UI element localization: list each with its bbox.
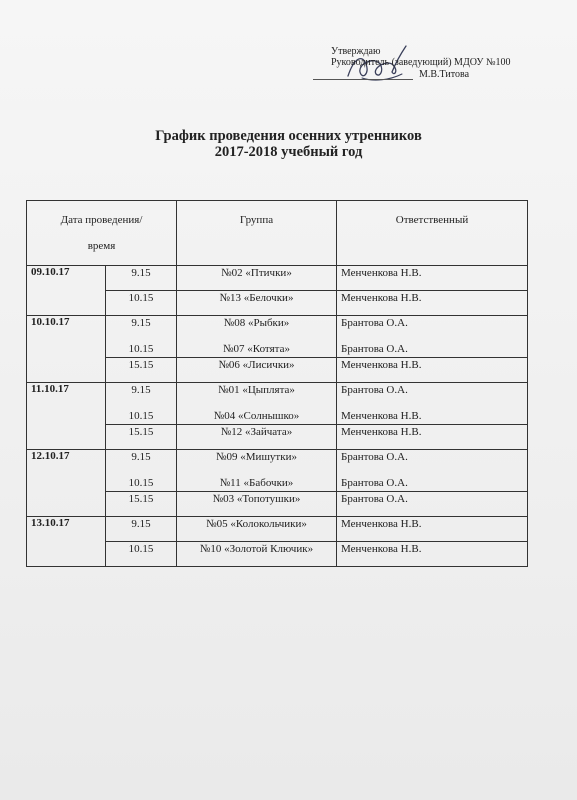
- cell-group: [177, 492, 337, 517]
- cell-time: [106, 316, 177, 358]
- cell-time: [106, 291, 177, 316]
- cell-responsible-text: Менченкова Н.В.: [341, 292, 422, 304]
- cell-responsible-text: Менченкова Н.В.: [341, 267, 422, 279]
- signature-line: [313, 79, 413, 80]
- cell-group-text: №10 «Золотой Ключик»: [199, 543, 314, 555]
- cell-group: [177, 450, 337, 492]
- header-date-line2: время: [87, 240, 116, 252]
- cell-time-text-2: 10.15: [128, 477, 154, 489]
- cell-time-text: 9.15: [131, 451, 151, 463]
- cell-responsible-text-2: Менченкова Н.В.: [341, 410, 422, 422]
- cell-time: [106, 358, 177, 383]
- header-responsible: Ответственный: [337, 201, 528, 266]
- cell-group-text-2: №07 «Котята»: [223, 343, 290, 355]
- approval-position: Руководитель (заведующий) МДОУ №100: [331, 57, 511, 68]
- cell-time-text: 9.15: [131, 384, 151, 396]
- cell-time-text-2: 10.15: [128, 410, 154, 422]
- cell-responsible: [337, 358, 528, 383]
- cell-responsible-text: Менченкова Н.В.: [341, 518, 422, 530]
- cell-responsible-text: Менченкова Н.В.: [341, 359, 422, 371]
- cell-date: 09.10.17: [27, 266, 106, 316]
- table-row: [27, 517, 528, 542]
- cell-group: [177, 517, 337, 542]
- cell-group-text: №02 «Птички»: [221, 267, 292, 279]
- cell-group-text: №06 «Лисички»: [218, 359, 295, 371]
- cell-responsible-text: Брантова О.А.: [341, 493, 408, 505]
- cell-time-text: 15.15: [128, 359, 154, 371]
- approval-block: [331, 46, 561, 81]
- cell-group-text: №05 «Колокольчики»: [206, 518, 307, 530]
- cell-responsible-text: Брантова О.А.: [341, 317, 408, 329]
- cell-time-text: 9.15: [131, 267, 151, 279]
- cell-responsible: [337, 291, 528, 316]
- cell-date: 10.10.17: [27, 316, 106, 383]
- cell-responsible-text-2: Брантова О.А.: [341, 477, 408, 489]
- cell-time: [106, 450, 177, 492]
- cell-time-text: 9.15: [131, 317, 151, 329]
- cell-responsible-text-2: Брантова О.А.: [341, 343, 408, 355]
- cell-group-text: №08 «Рыбки»: [223, 317, 290, 329]
- cell-responsible-text: Брантова О.А.: [341, 384, 408, 396]
- cell-group-text: №01 «Цыплята»: [218, 384, 295, 396]
- cell-time-text: 15.15: [128, 493, 154, 505]
- document-title: [0, 128, 577, 160]
- cell-responsible: [337, 383, 528, 425]
- header-group: Группа: [177, 201, 337, 266]
- schedule-table: [26, 200, 528, 567]
- cell-responsible: [337, 517, 528, 542]
- cell-time: [106, 383, 177, 425]
- cell-responsible: [337, 425, 528, 450]
- cell-responsible-text: Брантова О.А.: [341, 451, 408, 463]
- cell-responsible-text: Менченкова Н.В.: [341, 543, 422, 555]
- header-date-time: [27, 201, 177, 266]
- cell-group: [177, 383, 337, 425]
- table-row: [27, 383, 528, 425]
- cell-group: [177, 291, 337, 316]
- cell-time-text: 10.15: [128, 543, 154, 555]
- cell-time-text: 10.15: [128, 292, 154, 304]
- schedule-body: [27, 266, 528, 567]
- cell-group-text: №09 «Мишутки»: [216, 451, 297, 463]
- cell-group: [177, 542, 337, 567]
- cell-responsible: [337, 316, 528, 358]
- cell-group-text: №13 «Белочки»: [219, 292, 294, 304]
- signature-row: [331, 68, 561, 81]
- cell-group-text-2: №11 «Бабочки»: [219, 477, 294, 489]
- cell-group: [177, 266, 337, 291]
- cell-date: 13.10.17: [27, 517, 106, 567]
- cell-responsible: [337, 450, 528, 492]
- table-row: [27, 450, 528, 492]
- cell-time: [106, 517, 177, 542]
- approver-name: М.В.Титова: [419, 69, 470, 80]
- title-line-1: График проведения осенних утренников: [155, 128, 422, 144]
- cell-date: 12.10.17: [27, 450, 106, 517]
- cell-group-text-2: №04 «Солнышко»: [213, 410, 300, 422]
- header-date-line1: Дата проведения/: [60, 214, 143, 226]
- table-row: [27, 316, 528, 358]
- cell-group: [177, 358, 337, 383]
- cell-time-text: 15.15: [128, 426, 154, 438]
- table-row: [27, 266, 528, 291]
- cell-responsible: [337, 492, 528, 517]
- cell-group-text: №03 «Топотушки»: [212, 493, 301, 505]
- cell-time: [106, 492, 177, 517]
- cell-responsible-text: Менченкова Н.В.: [341, 426, 422, 438]
- cell-time: [106, 425, 177, 450]
- cell-group: [177, 425, 337, 450]
- cell-date: 11.10.17: [27, 383, 106, 450]
- cell-time: [106, 542, 177, 567]
- cell-time-text: 9.15: [131, 518, 151, 530]
- cell-responsible: [337, 542, 528, 567]
- cell-group-text: №12 «Зайчата»: [220, 426, 293, 438]
- table-header-row: [27, 201, 528, 266]
- cell-time: [106, 266, 177, 291]
- cell-responsible: [337, 266, 528, 291]
- cell-group: [177, 316, 337, 358]
- cell-time-text-2: 10.15: [128, 343, 154, 355]
- approval-heading: Утверждаю: [331, 46, 381, 57]
- title-line-2: 2017-2018 учебный год: [214, 144, 363, 160]
